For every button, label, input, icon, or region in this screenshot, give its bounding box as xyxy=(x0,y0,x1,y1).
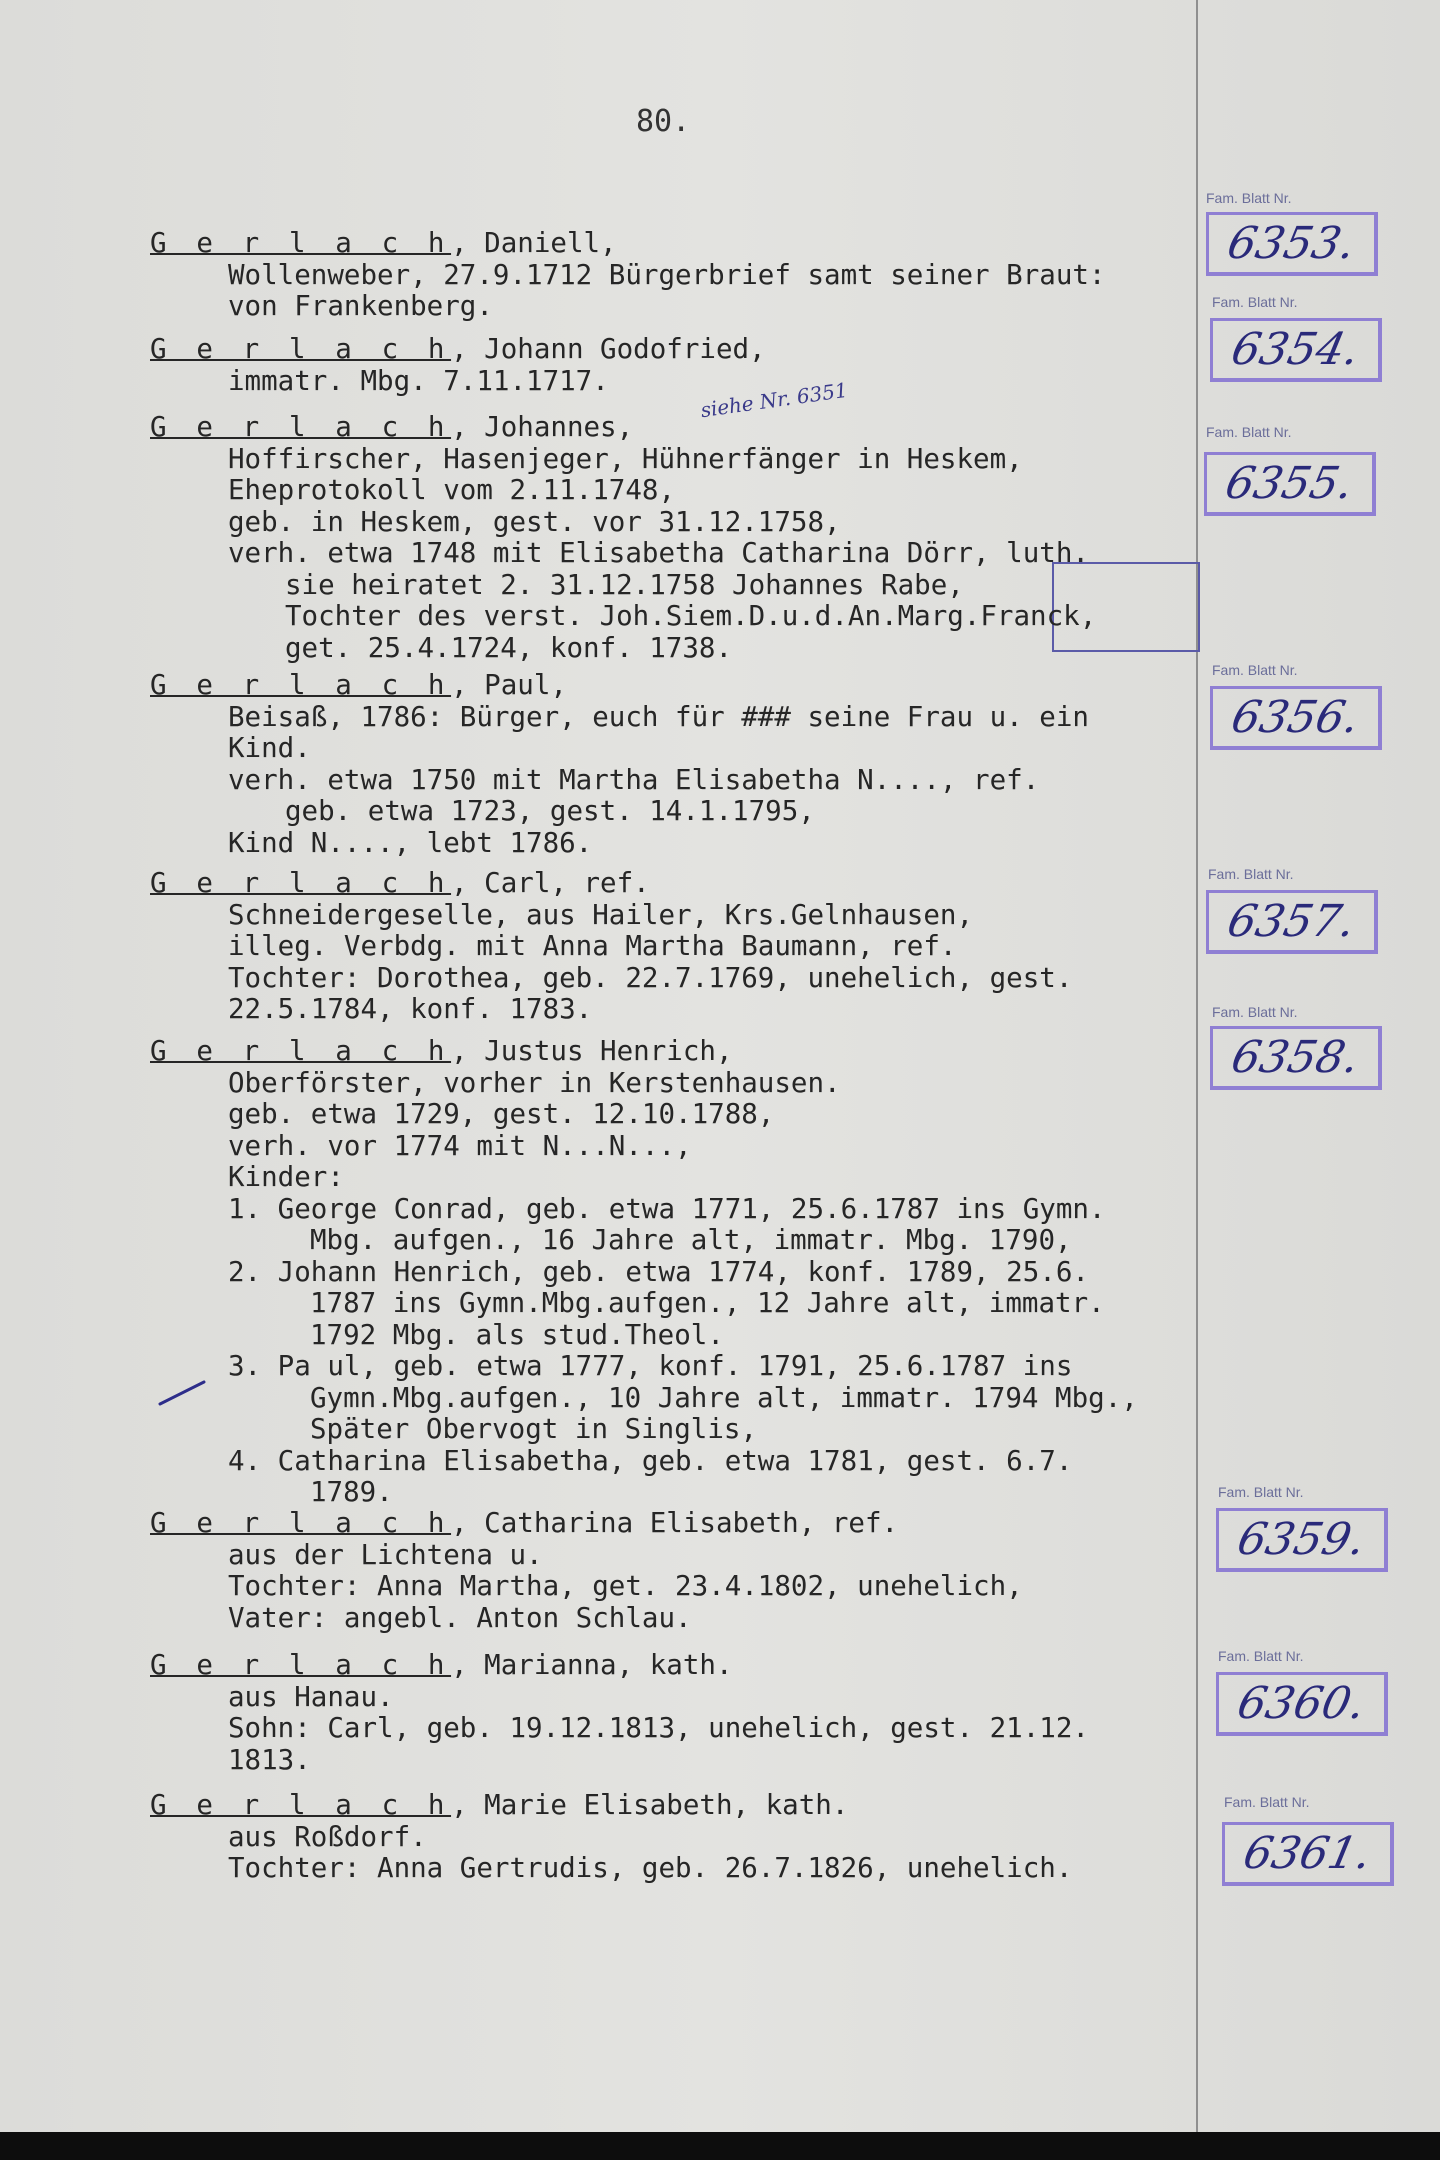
record-entry xyxy=(150,1650,1210,1776)
record-line: 1813. xyxy=(228,1743,311,1776)
record-line: 1789. xyxy=(310,1476,393,1508)
surname: G e r l a c h xyxy=(150,411,452,443)
record-line: verh. vor 1774 mit N...N..., xyxy=(228,1129,692,1162)
record-line: 2. Johann Henrich, geb. etwa 1774, konf. 1789, 25.6. xyxy=(228,1255,1089,1288)
given-name: , Justus Henrich, xyxy=(451,1035,733,1067)
family-sheet-number: 6356. xyxy=(1227,692,1364,743)
record-line: aus der Lichtena u. xyxy=(228,1538,543,1571)
surname: G e r l a c h xyxy=(150,1789,452,1821)
record-line: Mbg. aufgen., 16 Jahre alt, immatr. Mbg. 1790, xyxy=(310,1224,1072,1256)
family-sheet-box xyxy=(1206,212,1378,276)
family-sheet-number: 6355. xyxy=(1221,458,1358,509)
given-name: , Catharina Elisabeth, ref. xyxy=(451,1507,899,1539)
handwritten-annotation: siehe Nr. 6351 xyxy=(699,377,849,423)
family-sheet-box xyxy=(1216,1508,1388,1572)
family-sheet-box xyxy=(1216,1672,1388,1736)
family-sheet-box xyxy=(1204,452,1376,516)
record-line: 1. George Conrad, geb. etwa 1771, 25.6.1787 ins Gymn. xyxy=(228,1192,1106,1225)
given-name: , Johann Godofried, xyxy=(451,333,766,365)
record-line: aus Hanau. xyxy=(228,1680,394,1713)
record-line: Hoffirscher, Hasenjeger, Hühnerfänger in Heskem, xyxy=(228,442,1023,475)
record-line: 22.5.1784, konf. 1783. xyxy=(228,993,593,1025)
record-line: 3. Pa ul, geb. etwa 1777, konf. 1791, 25.6.1787 ins xyxy=(228,1350,1073,1382)
family-sheet-number: 6361. xyxy=(1239,1828,1376,1879)
family-sheet-number: 6357. xyxy=(1223,896,1360,947)
record-line: illeg. Verbdg. mit Anna Martha Baumann, ref. xyxy=(228,930,957,962)
record-line: Kind N...., lebt 1786. xyxy=(228,826,593,859)
record-line: 4. Catharina Elisabetha, geb. etwa 1781, gest. 6.7. xyxy=(228,1444,1073,1477)
family-sheet-box xyxy=(1210,686,1382,750)
ref-label: Fam. Blatt Nr. xyxy=(1206,190,1292,206)
record-line: verh. etwa 1750 mit Martha Elisabetha N...., ref. xyxy=(228,763,1040,796)
record-line: Tochter: Dorothea, geb. 22.7.1769, unehelich, gest. xyxy=(228,961,1073,994)
scan-bottom-edge xyxy=(0,2132,1440,2160)
record-entry xyxy=(150,1508,1210,1634)
given-name: , Johannes, xyxy=(451,411,634,443)
record-entry xyxy=(150,868,1210,1026)
record-entry xyxy=(150,1790,1210,1885)
surname: G e r l a c h xyxy=(150,227,452,259)
surname: G e r l a c h xyxy=(150,333,452,365)
given-name: , Carl, ref. xyxy=(451,867,650,899)
record-line: get. 25.4.1724, konf. 1738. xyxy=(285,631,733,664)
record-line: Tochter des verst. Joh.Siem.D.u.d.An.Marg.Franck, xyxy=(285,600,1097,632)
surname: G e r l a c h xyxy=(150,669,452,701)
family-sheet-box xyxy=(1222,1822,1394,1886)
record-line: aus Roßdorf. xyxy=(228,1820,427,1853)
surname: G e r l a c h xyxy=(150,867,452,899)
record-line: von Frankenberg. xyxy=(228,290,493,322)
record-line: Oberförster, vorher in Kerstenhausen. xyxy=(228,1066,841,1099)
given-name: , Marie Elisabeth, kath. xyxy=(451,1789,849,1821)
page-number: 80. xyxy=(636,104,691,139)
ref-label: Fam. Blatt Nr. xyxy=(1212,294,1298,310)
given-name: , Paul, xyxy=(451,669,567,701)
ref-label: Fam. Blatt Nr. xyxy=(1218,1484,1304,1500)
record-line: Schneidergeselle, aus Hailer, Krs.Gelnhausen, xyxy=(228,898,974,931)
record-entry xyxy=(150,1036,1210,1509)
record-line: sie heiratet 2. 31.12.1758 Johannes Rabe, xyxy=(285,568,964,601)
surname: G e r l a c h xyxy=(150,1035,452,1067)
record-line: 1787 ins Gymn.Mbg.aufgen., 12 Jahre alt, immatr. xyxy=(310,1287,1105,1319)
family-sheet-number: 6354. xyxy=(1227,324,1364,375)
given-name: , Marianna, kath. xyxy=(451,1649,733,1681)
family-sheet-number: 6360. xyxy=(1233,1678,1370,1729)
record-line: Tochter: Anna Gertrudis, geb. 26.7.1826, unehelich. xyxy=(228,1852,1073,1884)
ref-label: Fam. Blatt Nr. xyxy=(1212,662,1298,678)
record-line: verh. etwa 1748 mit Elisabetha Catharina Dörr, luth. xyxy=(228,537,1089,569)
record-line: Eheprotokoll vom 2.11.1748, xyxy=(228,474,676,506)
surname: G e r l a c h xyxy=(150,1649,452,1681)
record-entry xyxy=(150,412,1210,664)
family-sheet-box xyxy=(1206,890,1378,954)
record-entry xyxy=(150,228,1210,323)
given-name: , Daniell, xyxy=(451,227,617,259)
family-sheet-number: 6358. xyxy=(1227,1032,1364,1083)
family-sheet-number: 6353. xyxy=(1223,218,1360,269)
family-sheet-box xyxy=(1210,1026,1382,1090)
record-line: Tochter: Anna Martha, get. 23.4.1802, unehelich, xyxy=(228,1570,1023,1602)
family-sheet-box xyxy=(1210,318,1382,382)
record-line: Wollenweber, 27.9.1712 Bürgerbrief samt seiner Braut: xyxy=(228,258,1106,291)
record-line: Gymn.Mbg.aufgen., 10 Jahre alt, immatr. 1794 Mbg., xyxy=(310,1381,1138,1414)
record-line: geb. etwa 1729, gest. 12.10.1788, xyxy=(228,1098,775,1130)
record-line: Sohn: Carl, geb. 19.12.1813, unehelich, gest. 21.12. xyxy=(228,1712,1089,1744)
record-entry xyxy=(150,334,1210,397)
surname: G e r l a c h xyxy=(150,1507,452,1539)
record-entry xyxy=(150,670,1210,859)
record-line: Kind. xyxy=(228,732,311,764)
ref-label: Fam. Blatt Nr. xyxy=(1208,866,1294,882)
record-line: immatr. Mbg. 7.11.1717. xyxy=(228,364,609,397)
ref-label: Fam. Blatt Nr. xyxy=(1218,1648,1304,1664)
record-line: Später Obervogt in Singlis, xyxy=(310,1413,758,1445)
ref-label: Fam. Blatt Nr. xyxy=(1212,1004,1298,1020)
record-line: Beisaß, 1786: Bürger, euch für ### seine Frau u. ein xyxy=(228,700,1089,733)
record-line: 1792 Mbg. als stud.Theol. xyxy=(310,1318,724,1351)
record-line: Vater: angebl. Anton Schlau. xyxy=(228,1601,692,1634)
family-sheet-number: 6359. xyxy=(1233,1514,1370,1565)
record-line: geb. in Heskem, gest. vor 31.12.1758, xyxy=(228,505,841,538)
ref-label: Fam. Blatt Nr. xyxy=(1206,424,1292,440)
record-line: Kinder: xyxy=(228,1161,344,1193)
ref-label: Fam. Blatt Nr. xyxy=(1224,1794,1310,1810)
record-line: geb. etwa 1723, gest. 14.1.1795, xyxy=(285,795,815,827)
